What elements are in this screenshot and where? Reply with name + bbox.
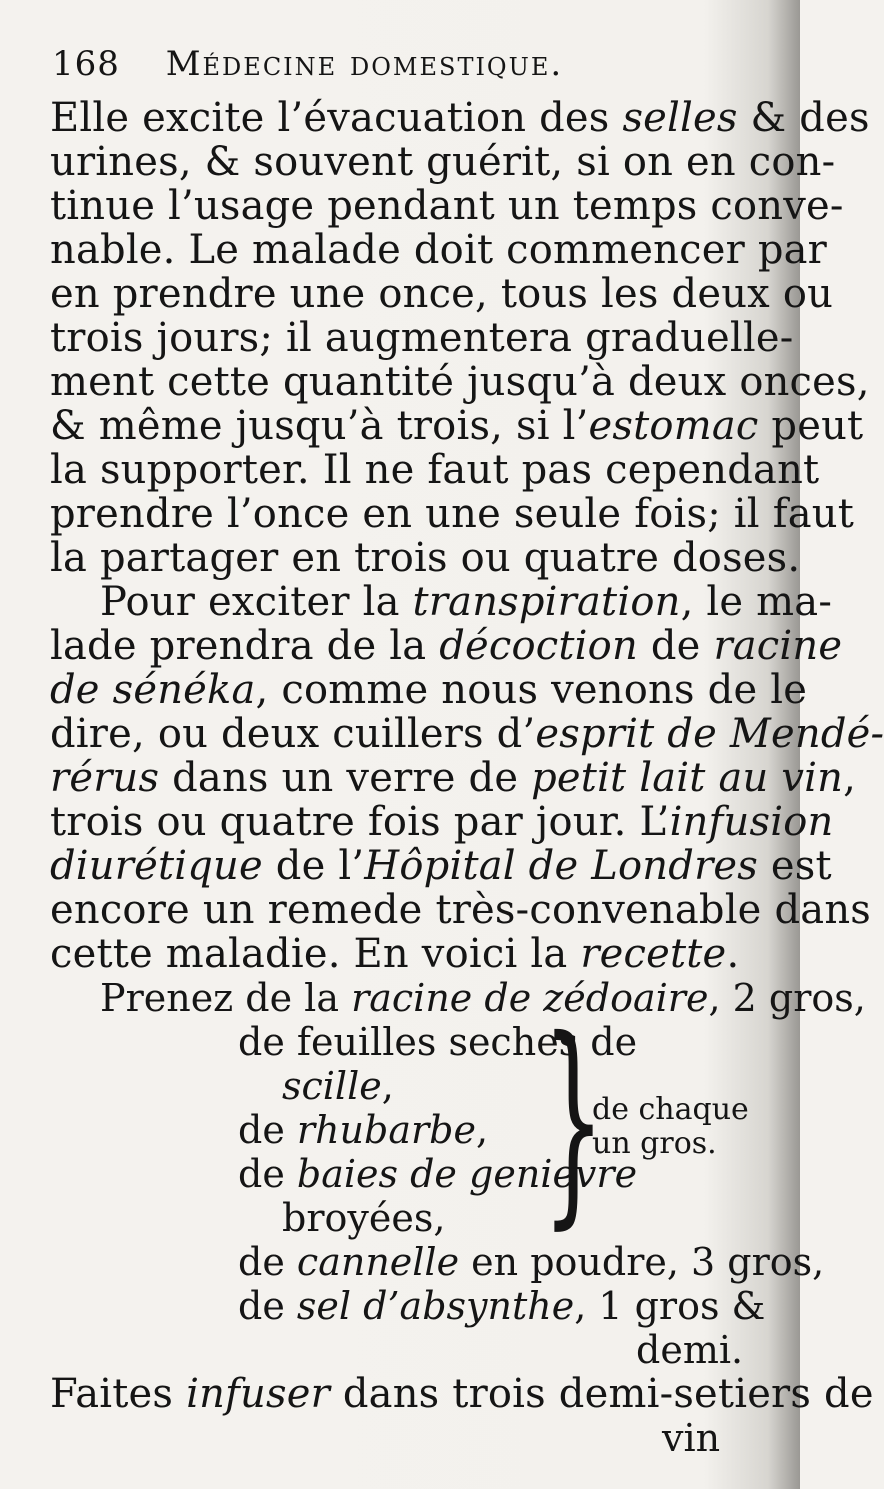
side-note-line-2: un gros. [592,1126,717,1161]
text-line-2: urines, & souvent guérit, si on en con- [50,139,836,185]
running-title: Médecine domestique. [165,44,564,84]
text-line-1: Elle excite l’évacuation des selles & des [50,95,870,141]
text-line-18: diurétique de l’Hôpital de Londres est [50,843,832,889]
recipe-line-8: de sel d’absynthe, 1 gros & [238,1284,766,1328]
text-line-3: tinue l’usage pendant un temps conve- [50,183,844,229]
text-line-7: ment cette quantité jusqu’à deux onces, [50,359,870,405]
text-line-6: trois jours; il augmentera graduelle- [50,315,794,361]
text-line-19: encore un remede très-convenable dans [50,887,872,933]
recipe-line-4: de rhubarbe, [238,1108,489,1152]
text-line-10: prendre l’once en une seule fois; il faut [50,491,855,537]
recipe-line-3: scille, [282,1064,394,1108]
page-number: 168 [52,44,120,84]
text-line-16: rérus dans un verre de petit lait au vin, [50,755,857,801]
text-line-8: & même jusqu’à trois, si l’estomac peut [50,403,864,449]
text-line-12: Pour exciter la transpiration, le ma- [100,579,833,625]
recipe-line-6: broyées, [282,1196,446,1240]
recipe-line-9: demi. [636,1328,744,1372]
recipe-line-5: de baies de genievre [238,1152,638,1196]
text-line-5: en prendre une once, tous les deux ou [50,271,834,317]
text-line-13: lade prendra de la décoction de racine [50,623,843,669]
curly-brace-icon: } [542,992,605,1248]
text-line-15: dire, ou deux cuillers d’esprit de Mendé- [50,711,884,757]
catchword: vin [662,1416,721,1460]
recipe-line-7: de cannelle en poudre, 3 gros, [238,1240,825,1284]
recipe-line-1: Prenez de la racine de zédoaire, 2 gros, [100,976,866,1020]
text-line-14: de sénéka, comme nous venons de le [50,667,808,713]
text-line-9: la supporter. Il ne faut pas cependant [50,447,820,493]
side-note-line-1: de chaque [592,1092,749,1127]
recipe-line-2: de feuilles seches de [238,1020,638,1064]
page-header [52,42,612,86]
text-line-20: cette maladie. En voici la recette. [50,931,740,977]
recipe-line-10: Faites infuser dans trois demi-setiers de [50,1371,874,1417]
text-line-17: trois ou quatre fois par jour. L’infusion [50,799,834,845]
text-line-11: la partager en trois ou quatre doses. [50,535,801,581]
text-line-4: nable. Le malade doit commencer par [50,227,827,273]
